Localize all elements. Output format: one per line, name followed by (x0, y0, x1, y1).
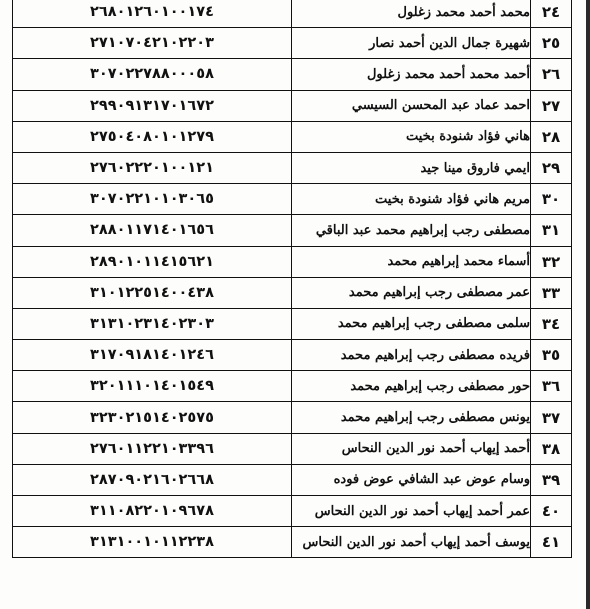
table-row (13, 184, 572, 215)
national-id: ٣١٣١٠٢٣١٤٠٢٣٠٣ (13, 308, 292, 339)
national-id: ٢٩٩٠٩١٣١٧٠١٦٧٢ (13, 90, 292, 121)
table-row (13, 464, 572, 495)
table-row (13, 90, 572, 121)
row-number: ٣٨ (531, 433, 572, 464)
row-number: ٤١ (531, 527, 572, 558)
person-name: شهيرة جمال الدين أحمد نصار (292, 28, 531, 59)
row-number: ٣٦ (531, 371, 572, 402)
table-row (13, 59, 572, 90)
page-edge-shadow (586, 0, 590, 609)
row-number: ٤٠ (531, 496, 572, 527)
names-table (12, 0, 572, 558)
national-id: ٣١٧٠٩١٨١٤٠١٢٤٦ (13, 340, 292, 371)
row-number: ٢٥ (531, 28, 572, 59)
person-name: أحمد محمد أحمد محمد زغلول (292, 59, 531, 90)
person-name: محمد أحمد محمد زغلول (292, 0, 531, 28)
person-name: سلمى مصطفى رجب إبراهيم محمد (292, 308, 531, 339)
person-name: فريده مصطفى رجب إبراهيم محمد (292, 340, 531, 371)
table-row (13, 215, 572, 246)
row-number: ٣١ (531, 215, 572, 246)
table-row (13, 28, 572, 59)
national-id: ٢٧٦٠١١٢٢١٠٣٣٩٦ (13, 433, 292, 464)
row-number: ٣٢ (531, 246, 572, 277)
row-number: ٢٨ (531, 121, 572, 152)
person-name: أحمد إيهاب أحمد نور الدين النحاس (292, 433, 531, 464)
person-name: هاني فؤاد شنودة بخيت (292, 121, 531, 152)
person-name: حور مصطفى رجب إبراهيم محمد (292, 371, 531, 402)
person-name: يوسف أحمد إيهاب أحمد نور الدين النحاس (292, 527, 531, 558)
national-id: ٣١١٠٨٢٢٠١٠٩٦٧٨ (13, 496, 292, 527)
row-number: ٢٩ (531, 152, 572, 183)
table-row (13, 246, 572, 277)
row-number: ٢٧ (531, 90, 572, 121)
person-name: عمر مصطفى رجب إبراهيم محمد (292, 277, 531, 308)
names-table-body (13, 0, 572, 558)
national-id: ٣٠٧٠٢٢١٠١٠٣٠٦٥ (13, 184, 292, 215)
row-number: ٢٤ (531, 0, 572, 28)
row-number: ٣٤ (531, 308, 572, 339)
person-name: عمر أحمد إيهاب أحمد نور الدين النحاس (292, 496, 531, 527)
row-number: ٣٧ (531, 402, 572, 433)
person-name: مصطفى رجب إبراهيم محمد عبد الباقي (292, 215, 531, 246)
national-id: ٢٨٧٠٩٠٢١٦٠٢٦٦٨ (13, 464, 292, 495)
person-name: ايمي فاروق مينا جيد (292, 152, 531, 183)
table-row (13, 277, 572, 308)
national-id: ٢٧٥٠٤٠٨٠١٠١٢٧٩ (13, 121, 292, 152)
national-id: ٢٧١٠٧٠٤٢١٠٢٢٠٣ (13, 28, 292, 59)
person-name: أسماء محمد إبراهيم محمد (292, 246, 531, 277)
national-id: ٢٨٨٠١١٧١٤٠١٦٥٦ (13, 215, 292, 246)
national-id: ٢٨٩٠١٠١١٤١٥٦٢١ (13, 246, 292, 277)
national-id: ٣١٠١٢٢٥١٤٠٠٤٣٨ (13, 277, 292, 308)
table-row (13, 340, 572, 371)
national-id: ٢٧٦٠٢٢٢٠١٠٠١٢١ (13, 152, 292, 183)
table-row (13, 308, 572, 339)
national-id: ٣٠٧٠٢٢٧٨٨٠٠٠٥٨ (13, 59, 292, 90)
table-row (13, 527, 572, 558)
table-row (13, 0, 572, 28)
table-row (13, 402, 572, 433)
table-row (13, 433, 572, 464)
table-row (13, 121, 572, 152)
table-row (13, 371, 572, 402)
person-name: وسام عوض عبد الشافي عوض فوده (292, 464, 531, 495)
row-number: ٣٣ (531, 277, 572, 308)
national-id: ٣١٣١٠٠١٠١١٢٢٣٨ (13, 527, 292, 558)
table-row (13, 152, 572, 183)
row-number: ٣٥ (531, 340, 572, 371)
row-number: ٣٠ (531, 184, 572, 215)
row-number: ٢٦ (531, 59, 572, 90)
national-id: ٣٢٣٠٢١٥١٤٠٢٥٧٥ (13, 402, 292, 433)
person-name: مريم هاني فؤاد شنودة بخيت (292, 184, 531, 215)
national-id: ٢٦٨٠١٢٦٠١٠٠١٧٤ (13, 0, 292, 28)
person-name: يونس مصطفى رجب إبراهيم محمد (292, 402, 531, 433)
national-id: ٣٢٠١١١٠١٤٠١٥٤٩ (13, 371, 292, 402)
table-row (13, 496, 572, 527)
person-name: احمد عماد عبد المحسن السيسي (292, 90, 531, 121)
row-number: ٣٩ (531, 464, 572, 495)
